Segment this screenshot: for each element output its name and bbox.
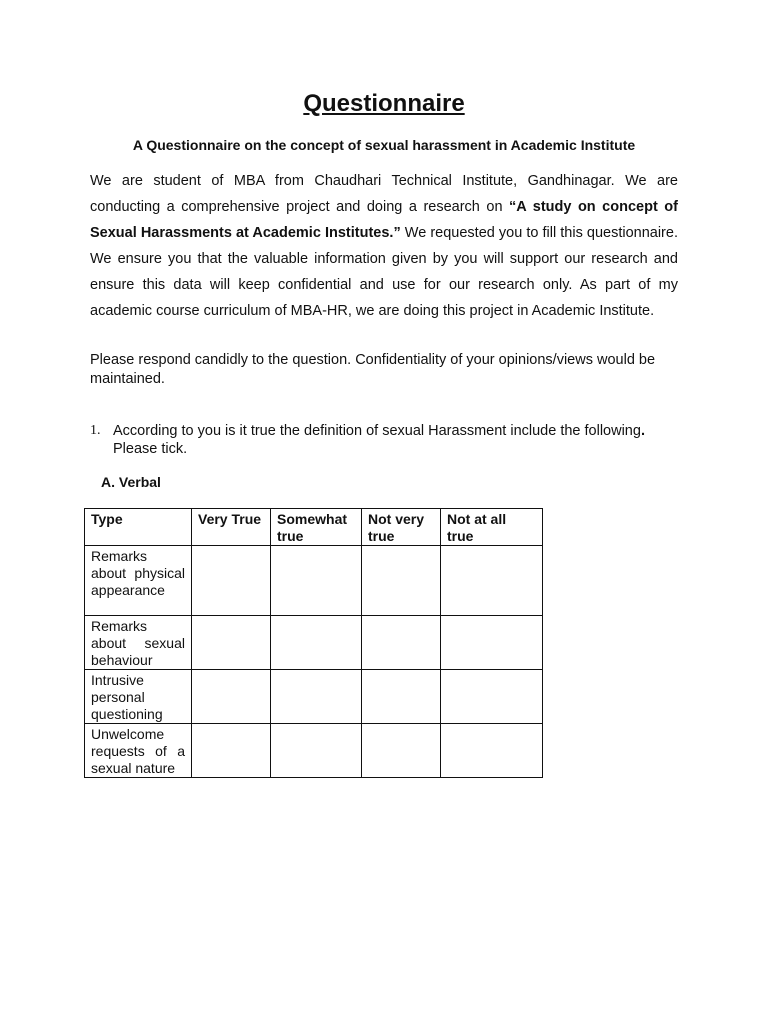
table-row: [85, 670, 543, 724]
response-table: [84, 508, 543, 778]
page-subtitle: A Questionnaire on the concept of sexual harassment in Academic Institute: [132, 137, 636, 153]
question-instruction: Please tick.: [113, 441, 188, 457]
header-very-true: Very True: [192, 509, 271, 546]
header-not-very-true: Not very true: [362, 509, 441, 546]
page-title: Questionnaire: [303, 90, 465, 117]
row-type-cell: Intrusive personal questioning: [85, 670, 192, 724]
section-label: A. Verbal: [101, 474, 161, 490]
tick-cell-not-at-all-true[interactable]: [441, 616, 543, 670]
tick-cell-not-at-all-true[interactable]: [441, 670, 543, 724]
row-type-cell: Remarks about sexual behaviour: [85, 616, 192, 670]
tick-cell-not-very-true[interactable]: [362, 724, 441, 778]
intro-paragraph: [90, 168, 678, 324]
tick-cell-not-very-true[interactable]: [362, 616, 441, 670]
header-not-at-all-true: Not at all true: [441, 509, 543, 546]
tick-cell-very-true[interactable]: [192, 546, 271, 616]
table-row: [85, 546, 543, 616]
intro-text-1: We are student of MBA from Chaudhari Technical Institute, Gandhinagar. We are conducting a comprehensive project and doing a research on: [90, 173, 678, 215]
row-type-cell: Remarks about physical appearance: [85, 546, 192, 616]
table-header-row: [85, 509, 543, 546]
tick-cell-very-true[interactable]: [192, 724, 271, 778]
tick-cell-very-true[interactable]: [192, 670, 271, 724]
tick-cell-somewhat-true[interactable]: [271, 616, 362, 670]
tick-cell-very-true[interactable]: [192, 616, 271, 670]
request-paragraph: Please respond candidly to the question. Confidentiality of your opinions/views would be maintained.: [90, 352, 656, 387]
row-type-cell: Unwelcome requests of a sexual nature: [85, 724, 192, 778]
tick-cell-not-very-true[interactable]: [362, 670, 441, 724]
table-row: [85, 616, 543, 670]
tick-cell-not-at-all-true[interactable]: [441, 546, 543, 616]
intro-text-2: We requested you to fill this questionnaire. We ensure you that the valuable information given by you will support our research and ensure this data will keep confidential and use for our research only. As part of my academic course curriculum of MBA-HR, we are doing this project in Academic Institute.: [90, 225, 678, 319]
header-somewhat-true: Somewhat true: [271, 509, 362, 546]
table-row: [85, 724, 543, 778]
tick-cell-somewhat-true[interactable]: [271, 546, 362, 616]
question-text: According to you is it true the definition of sexual Harassment include the following. Please tick.: [113, 423, 645, 457]
tick-cell-not-at-all-true[interactable]: [441, 724, 543, 778]
header-type: Type: [85, 509, 192, 546]
intro-study-title: “A study on concept of Sexual Harassments at Academic Institutes.”: [90, 199, 678, 241]
question-number: 1.: [90, 423, 101, 438]
tick-cell-somewhat-true[interactable]: [271, 724, 362, 778]
tick-cell-somewhat-true[interactable]: [271, 670, 362, 724]
tick-cell-not-very-true[interactable]: [362, 546, 441, 616]
